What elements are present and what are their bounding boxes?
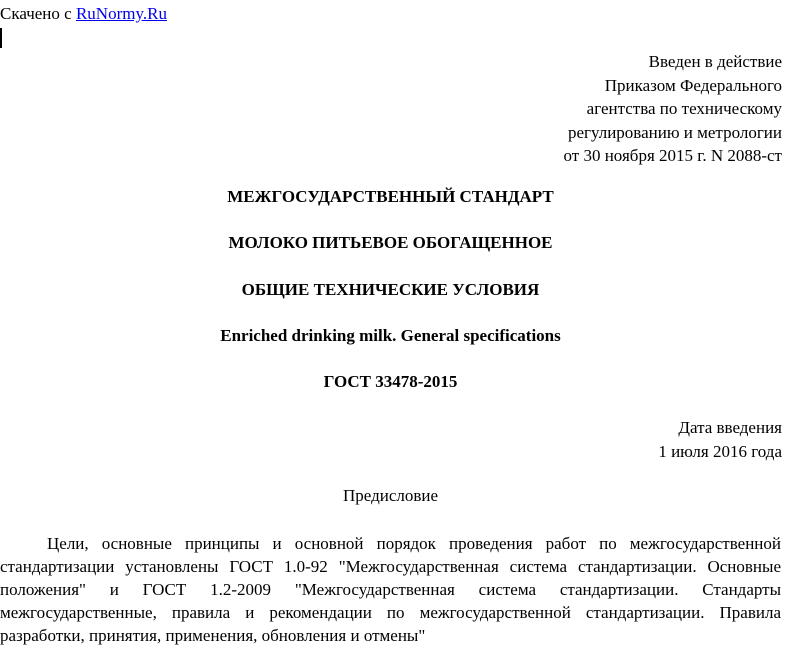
downloaded-from-label: Скачено с xyxy=(0,4,76,23)
text-cursor xyxy=(0,28,2,48)
source-line xyxy=(0,4,167,24)
preface-paragraph: Цели, основные принципы и основной порядок проведения работ по межгосударственной стандартизации установлены ГОСТ 1.0-92 "Межгосударственная система стандартизации. Основные положения" и ГОСТ 1.2-2009 "Межгосударственная система стандартизации. Стандарты межгосударственные, правила и рекомендации по межгосударственной стандартизации. Правила разработки, принятия, применения, обновления и отмены" xyxy=(0,534,781,645)
effective-date-block xyxy=(658,416,782,463)
introduced-line: регулированию и метрологии xyxy=(567,122,782,142)
introduced-line: Приказом Федерального xyxy=(604,75,782,95)
gost-code: ГОСТ 33478-2015 xyxy=(323,372,458,391)
product-title: МОЛОКО ПИТЬЕВОЕ ОБОГАЩЕННОЕ xyxy=(228,233,553,252)
introduced-line: от 30 ноября 2015 г. N 2088-ст xyxy=(563,146,782,165)
standard-type-title: МЕЖГОСУДАРСТВЕННЫЙ СТАНДАРТ xyxy=(227,187,554,206)
preface-heading: Предисловие xyxy=(342,486,439,505)
runormy-link[interactable]: RuNormy.Ru xyxy=(75,4,167,23)
english-title: Enriched drinking milk. General specifications xyxy=(220,326,561,345)
effective-date-label: Дата введения xyxy=(678,418,782,437)
subtitle: ОБЩИЕ ТЕХНИЧЕСКИЕ УСЛОВИЯ xyxy=(241,280,540,299)
introduced-line: агентства по техническому xyxy=(586,99,782,118)
introduced-line: Введен в действие xyxy=(648,52,782,71)
introduced-block xyxy=(564,50,783,168)
effective-date-value: 1 июля 2016 года xyxy=(658,441,782,461)
